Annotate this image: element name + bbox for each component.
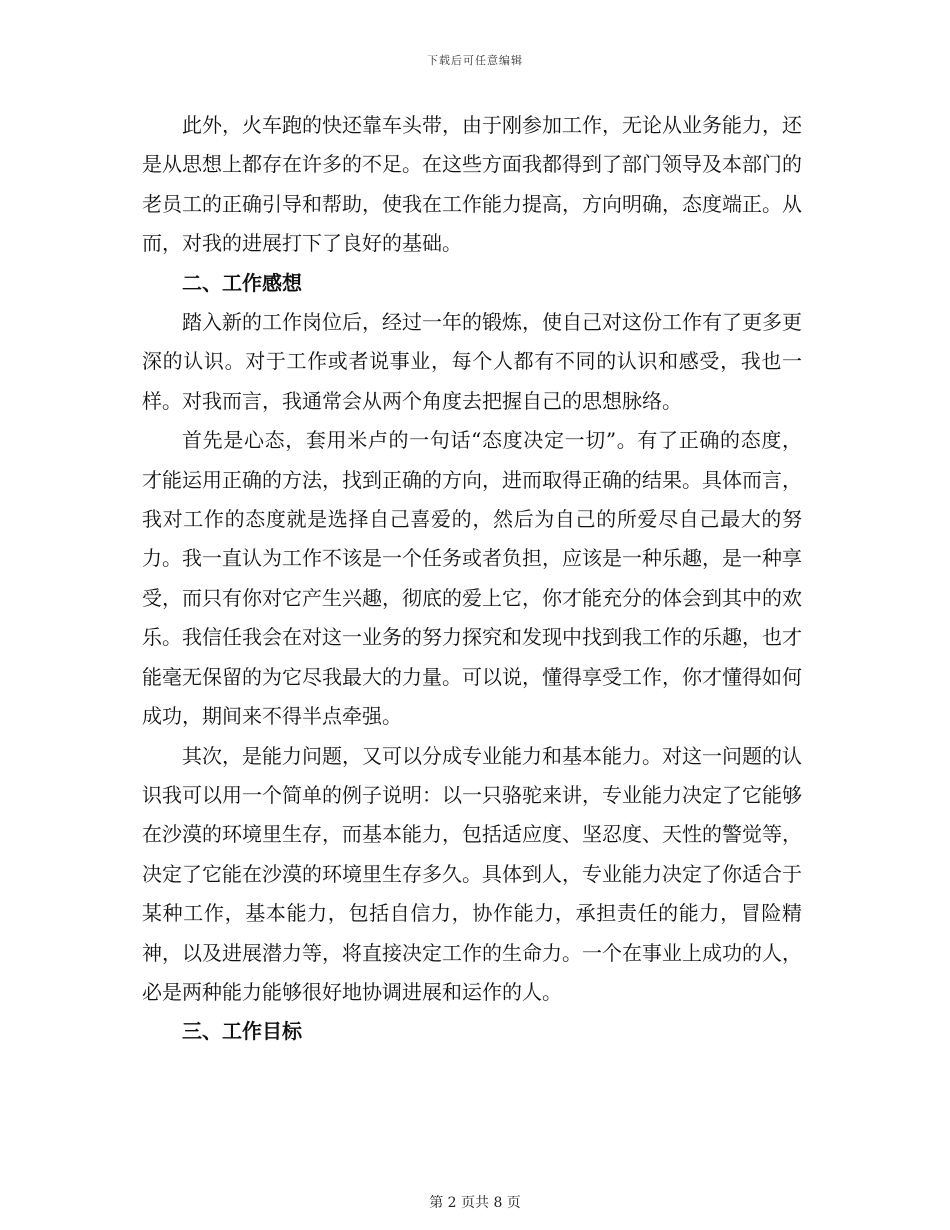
page-header: 下载后可任意编辑 (427, 54, 523, 67)
paragraph: 此外，火车跑的快还靠车头带，由于刚参加工作，无论从业务能力，还是从思想上都存在许多的不足。在这些方面我都得到了部门领导及本部门的老员工的正确引导和帮助，使我在工作能力提高，方向明确，态度端正。从而，对我的进展打下了良好的基础。 (142, 113, 802, 256)
paragraph: 其次，是能力问题，又可以分成专业能力和基本能力。对这一问题的认识我可以用一个简单的例子说明：以一只骆驼来讲，专业能力决定了它能够在沙漠的环境里生存，而基本能力，包括适应度、坚忍度、天性的警觉等，决定了它能在沙漠的环境里生存多久。具体到人，专业能力决定了你适合于某种工作，基本能力，包括自信力，协作能力，承担责任的能力，冒险精神，以及进展潜力等，将直接决定工作的生命力。一个在事业上成功的人，必是两种能力能够很好地协调进展和运作的人。 (142, 743, 802, 1004)
section-heading: 二、工作感想 (182, 270, 302, 295)
document-body (142, 106, 802, 1052)
page-number: 第 2 页共 8 页 (429, 1195, 521, 1211)
paragraph: 踏入新的工作岗位后，经过一年的锻炼，使自己对这份工作有了更多更深的认识。对于工作或者说事业，每个人都有不同的认识和感受，我也一样。对我而言，我通常会从两个角度去把握自己的思想脉络。 (142, 310, 802, 413)
section-heading: 三、工作目标 (182, 1019, 302, 1044)
paragraph: 首先是心态，套用米卢的一句话“态度决定一切”。有了正确的态度，才能运用正确的方法，找到正确的方向，进而取得正确的结果。具体而言，我对工作的态度就是选择自己喜爱的，然后为自己的所爱尽自己最大的努力。我一直认为工作不该是一个任务或者负担，应该是一种乐趣，是一种享受，而只有你对它产生兴趣，彻底的爱上它，你才能充分的体会到其中的欢乐。我信任我会在对这一业务的努力探究和发现中找到我工作的乐趣，也才能毫无保留的为它尽我最大的力量。可以说，懂得享受工作，你才懂得如何成功，期间来不得半点牵强。 (142, 428, 802, 729)
